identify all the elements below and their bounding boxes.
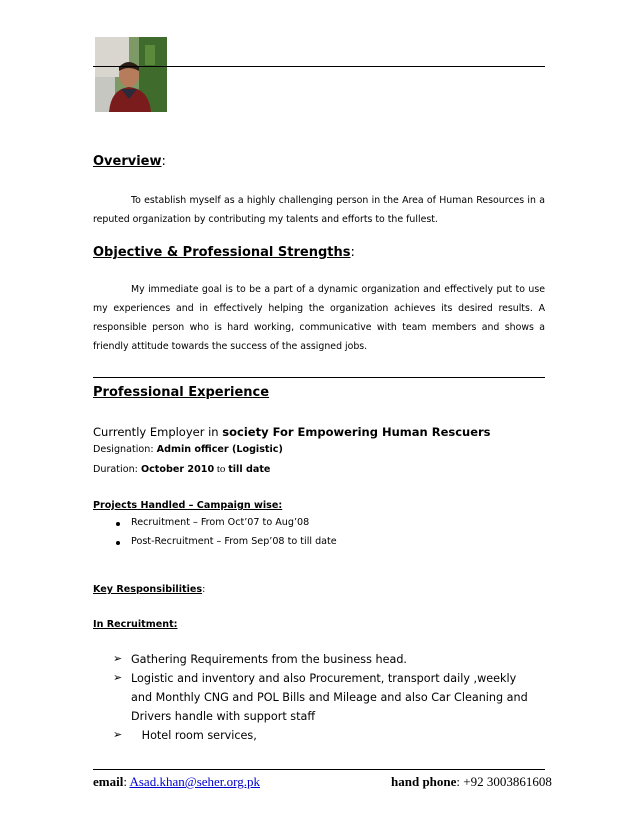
designation-line: Designation: Admin officer (Logistic) [93,444,283,455]
employer-name: society For Empowering Human Rescuers [222,425,491,439]
projects-heading: Projects Handled – Campaign wise: [93,500,283,511]
arrow-bullet-icon: ➢ [113,671,123,684]
footer-phone: hand phone: +92 3003861608 [391,774,552,789]
footer-rule [93,769,545,770]
recruitment-item: Gathering Requirements from the business head. [131,653,407,666]
objective-text: My immediate goal is to be a part of a dynamic organization and effectively put to use my experiences and in effectively helping the organization achieves its desired results. A responsible person who is hard working, communicative with team members and shows a friendly attitude towards the success of the assigned jobs. [93,284,545,352]
arrow-bullet-icon: ➢ [113,728,123,741]
project-item: Post-Recruitment – From Sep’08 to till date [131,536,337,547]
recruitment-heading: In Recruitment: [93,619,178,630]
footer-email: email: Asad.khan@seher.org.pk [93,774,260,789]
designation-value: Admin officer (Logistic) [156,444,283,455]
profile-photo-image [95,37,167,112]
phone-number: +92 3003861608 [463,774,552,789]
experience-heading: Professional Experience [93,385,270,400]
profile-photo [95,37,167,112]
email-link[interactable]: Asad.khan@seher.org.pk [129,774,260,789]
recruitment-item: Logistic and inventory and also Procurement, transport daily ,weekly and Monthly CNG and POL Bills and Mileage and also Car Cleaning and Drivers handle with support staff [131,672,528,723]
objective-heading: Objective & Professional Strengths: [93,245,355,260]
bullet-dot [116,522,120,526]
recruitment-item: Hotel room services, [131,729,257,742]
project-item: Recruitment – From Oct’07 to Aug’08 [131,517,310,528]
bullet-dot [116,541,120,545]
header-rule [93,66,545,67]
section-rule [93,377,545,378]
overview-heading: Overview: [93,154,166,169]
employer-line: Currently Employer in society For Empowering Human Rescuers [93,425,491,439]
responsibilities-heading: Key Responsibilities: [93,584,206,595]
duration-line: Duration: October 2010 to till date [93,463,271,475]
arrow-bullet-icon: ➢ [113,652,123,665]
overview-text: To establish myself as a highly challenging person in the Area of Human Resources in a reputed organization by contributing my talents and efforts to the fullest. [93,195,545,225]
